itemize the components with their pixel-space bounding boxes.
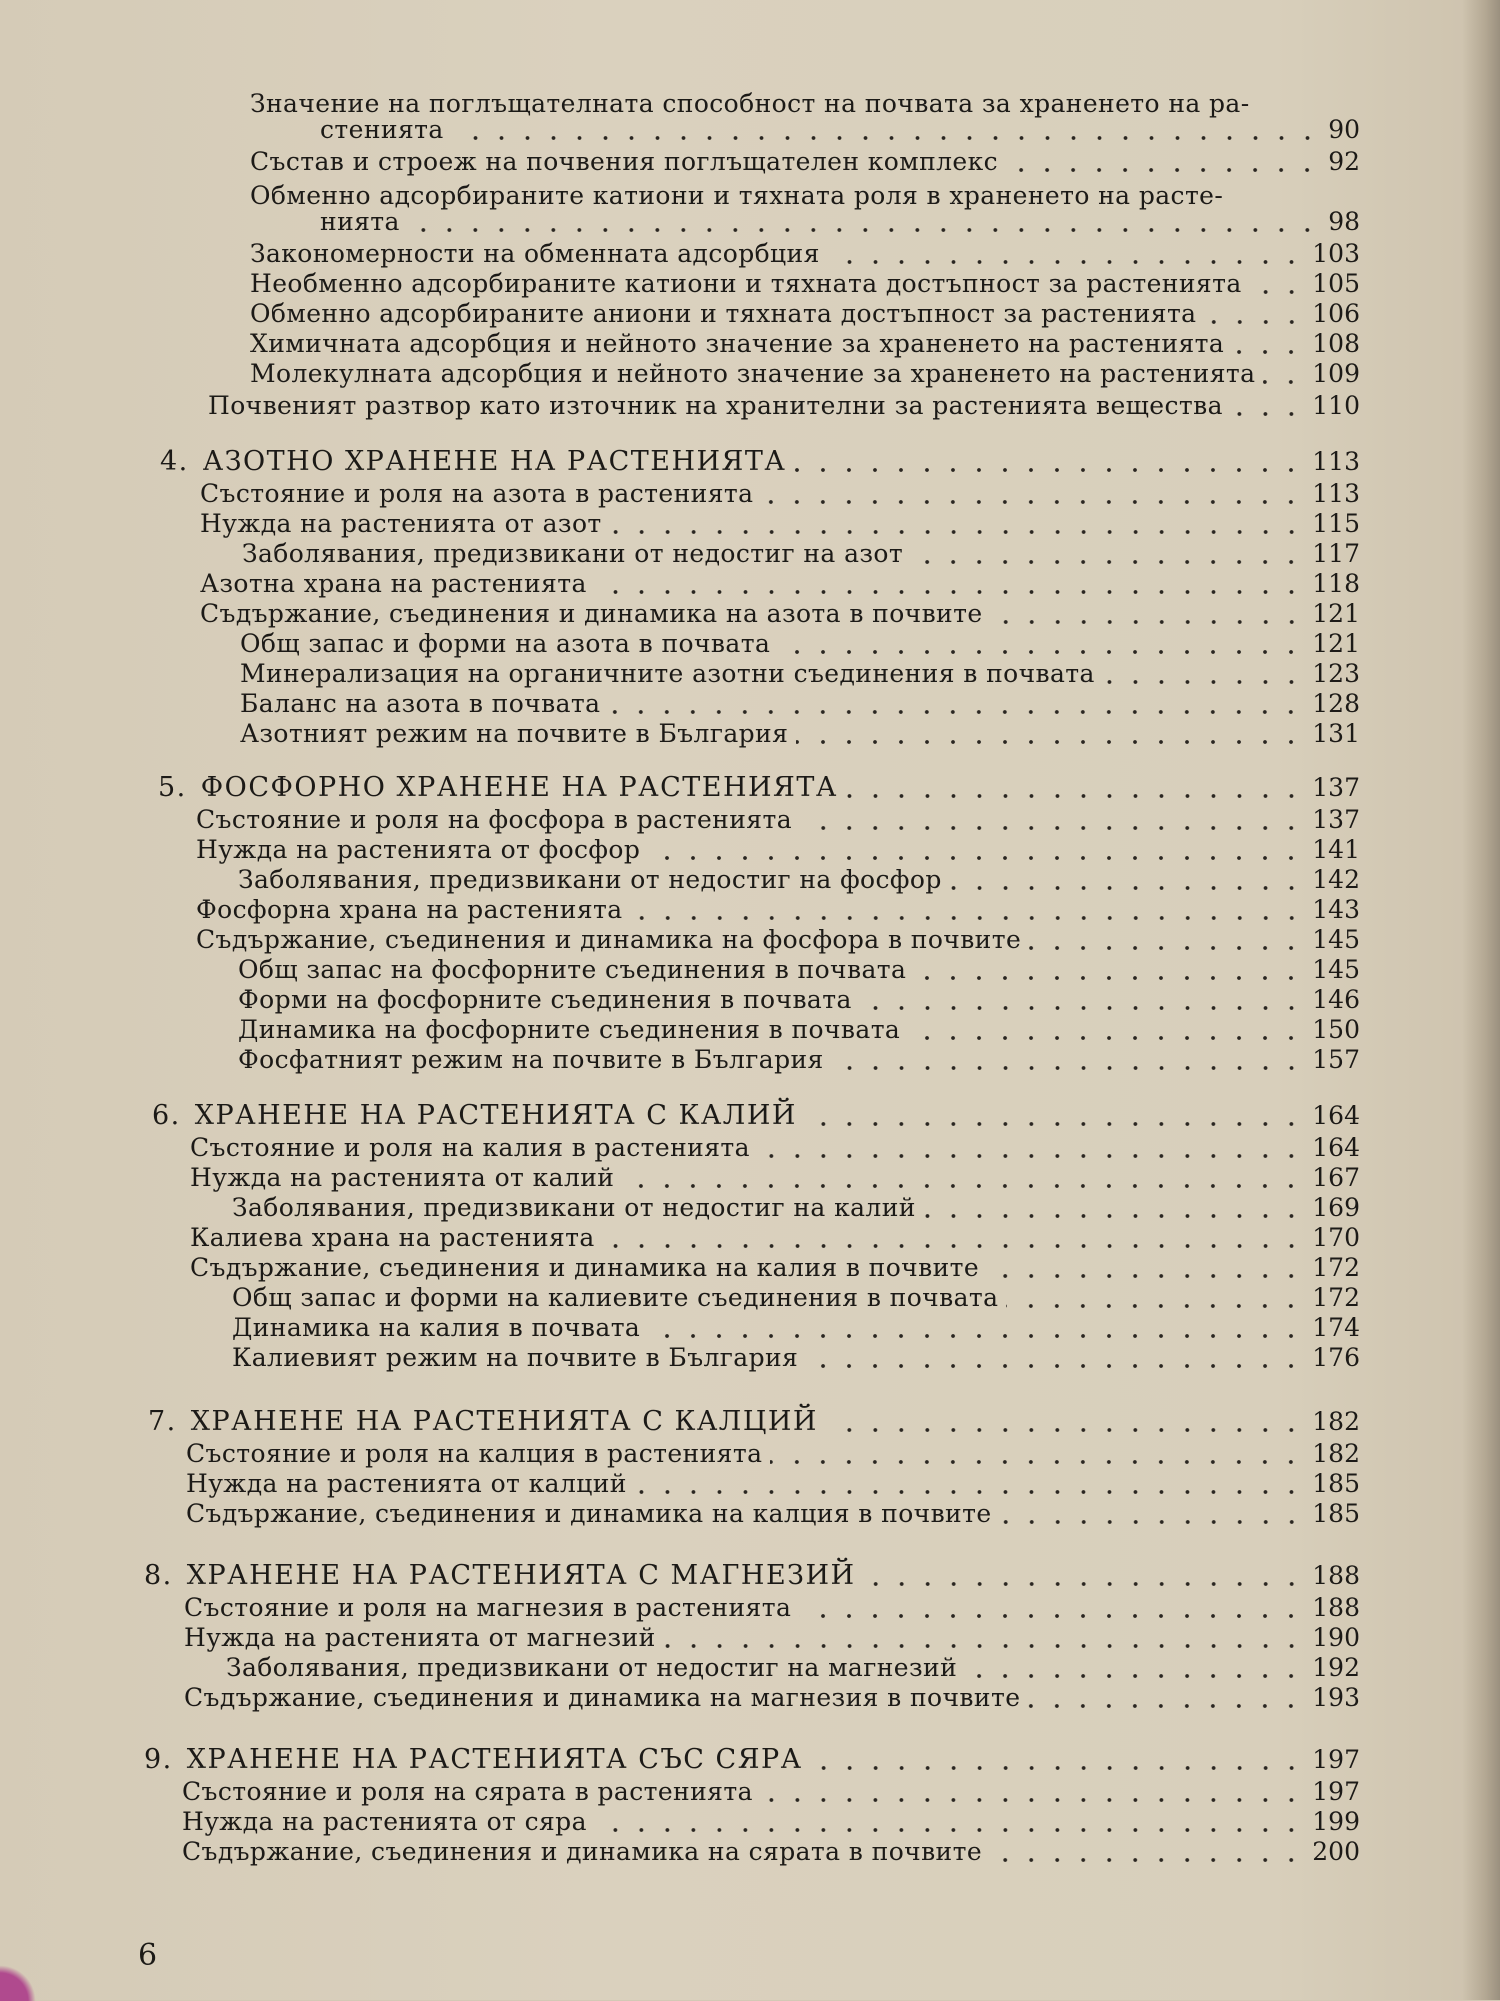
dot-leader bbox=[1000, 1520, 1305, 1524]
page-number: 103 bbox=[1312, 239, 1360, 268]
dot-leader bbox=[770, 1460, 1304, 1464]
entry-title: Обменно адсорбираните аниони и тяхната достъпност за растенията bbox=[250, 299, 1197, 328]
toc-entry bbox=[196, 834, 1360, 866]
dot-leader bbox=[761, 1798, 1304, 1802]
entry-title: Закономерности на обменната адсорбция bbox=[250, 239, 820, 268]
toc-entry bbox=[238, 954, 1360, 986]
dot-leader bbox=[452, 136, 1321, 140]
page-number: 182 bbox=[1312, 1439, 1360, 1468]
entry-title-cont: нията bbox=[320, 207, 400, 236]
page-number: 98 bbox=[1328, 207, 1360, 236]
page-number: 146 bbox=[1312, 985, 1360, 1014]
dot-leader bbox=[1231, 412, 1304, 416]
chapter-heading bbox=[158, 772, 1360, 804]
entry-title: Нужда на растенията от магнезий bbox=[184, 1623, 656, 1652]
entry-title: Калиева храна на растенията bbox=[190, 1223, 595, 1252]
toc-entry bbox=[250, 238, 1360, 270]
dot-leader bbox=[758, 1154, 1304, 1158]
dot-leader bbox=[622, 1184, 1304, 1188]
toc-entry bbox=[190, 1162, 1360, 1194]
page-number: 115 bbox=[1312, 509, 1360, 538]
entry-title: Заболявания, предизвикани от недостиг на фосфор bbox=[238, 865, 942, 894]
page-number: 172 bbox=[1312, 1253, 1360, 1282]
chapter-title: ХРАНЕНЕ НА РАСТЕНИЯТА С КАЛЦИЙ bbox=[190, 1406, 818, 1437]
chapter-number: 7. bbox=[148, 1406, 177, 1437]
page-number: 121 bbox=[1312, 629, 1360, 658]
entry-title: Обменно адсорбираните катиони и тяхната роля в храненето на расте- bbox=[250, 181, 1224, 210]
toc-entry bbox=[238, 864, 1360, 896]
page-number: 164 bbox=[1312, 1101, 1360, 1130]
page-number: 105 bbox=[1312, 269, 1360, 298]
page-number: 150 bbox=[1312, 1015, 1360, 1044]
page-number: 145 bbox=[1312, 925, 1360, 954]
page-number: 128 bbox=[1312, 689, 1360, 718]
dot-leader bbox=[610, 530, 1305, 534]
dot-leader bbox=[826, 1428, 1304, 1432]
dot-leader bbox=[1232, 350, 1304, 354]
entry-title: Нужда на растенията от калий bbox=[190, 1163, 615, 1192]
entry-title: Нужда на растенията от фосфор bbox=[196, 835, 641, 864]
page-number: 200 bbox=[1312, 1837, 1360, 1866]
dot-leader bbox=[1028, 1704, 1304, 1708]
toc-entry bbox=[250, 328, 1360, 360]
toc-entry bbox=[196, 894, 1360, 926]
dot-leader bbox=[1006, 1304, 1304, 1308]
chapter-title: ХРАНЕНЕ НА РАСТЕНИЯТА С КАЛИЙ bbox=[194, 1100, 797, 1131]
entry-title: Баланс на азота в почвата bbox=[240, 689, 601, 718]
toc-entry bbox=[196, 804, 1360, 836]
entry-title: Необменно адсорбираните катиони и тяхната достъпност за растенията bbox=[250, 269, 1242, 298]
toc-entry bbox=[208, 390, 1360, 422]
page-folio-number: 6 bbox=[138, 1938, 158, 1973]
toc-entry bbox=[232, 1282, 1360, 1314]
entry-title: Азотният режим на почвите в България bbox=[240, 719, 789, 748]
entry-title: Заболявания, предизвикани от недостиг на магнезий bbox=[226, 1653, 958, 1682]
dot-leader bbox=[648, 1334, 1304, 1338]
toc-entry bbox=[250, 298, 1360, 330]
toc-entry bbox=[200, 568, 1360, 600]
page-number: 143 bbox=[1312, 895, 1360, 924]
chapter-heading bbox=[144, 1560, 1360, 1592]
toc-entry bbox=[240, 718, 1360, 750]
entry-title: Калиевият режим на почвите в България bbox=[232, 1343, 799, 1372]
toc-entry bbox=[242, 538, 1360, 570]
entry-title: Съдържание, съединения и динамика на магнезия в почвите bbox=[184, 1683, 1021, 1712]
dot-leader bbox=[800, 826, 1304, 830]
entry-title: Общ запас и форми на калиевите съединения в почвата bbox=[232, 1283, 999, 1312]
dot-leader bbox=[608, 710, 1304, 714]
page-number: 121 bbox=[1312, 599, 1360, 628]
entry-title: Общ запас на фосфорните съединения в почвата bbox=[238, 955, 907, 984]
toc-entry bbox=[232, 1192, 1360, 1224]
dot-leader bbox=[805, 1122, 1304, 1126]
dot-leader bbox=[1205, 320, 1305, 324]
dot-leader bbox=[811, 1766, 1305, 1770]
entry-title: Химичната адсорбция и нейното значение за храненето на растенията bbox=[250, 329, 1225, 358]
entry-title: Молекулната адсорбция и нейното значение за храненето на растенията bbox=[250, 359, 1256, 388]
page-number: 190 bbox=[1312, 1623, 1360, 1652]
toc-entry bbox=[184, 1592, 1360, 1624]
chapter-number: 5. bbox=[158, 772, 187, 803]
page-number: 113 bbox=[1312, 447, 1360, 476]
page-number: 188 bbox=[1312, 1561, 1360, 1590]
toc-entry bbox=[238, 984, 1360, 1016]
toc-entry bbox=[186, 1438, 1360, 1470]
chapter-number: 8. bbox=[144, 1560, 173, 1591]
dot-leader bbox=[860, 1006, 1305, 1010]
dot-leader bbox=[911, 560, 1304, 564]
page-number: 197 bbox=[1312, 1745, 1360, 1774]
chapter-heading bbox=[148, 1406, 1360, 1438]
chapter-title: АЗОТНО ХРАНЕНЕ НА РАСТЕНИЯТА bbox=[202, 446, 787, 477]
entry-title: Заболявания, предизвикани от недостиг на азот bbox=[242, 539, 904, 568]
page-number: 193 bbox=[1312, 1683, 1360, 1712]
toc-entry bbox=[232, 1312, 1360, 1344]
dot-leader bbox=[832, 1066, 1305, 1070]
page-number: 108 bbox=[1312, 329, 1360, 358]
page-number: 199 bbox=[1312, 1807, 1360, 1836]
dot-leader bbox=[828, 260, 1305, 264]
page-number: 118 bbox=[1312, 569, 1360, 598]
toc-entry bbox=[190, 1222, 1360, 1254]
toc-entry bbox=[184, 1682, 1360, 1714]
dot-leader bbox=[761, 500, 1304, 504]
entry-title: Почвеният разтвор като източник на хранителни за растенията вещества bbox=[208, 391, 1223, 420]
page-number: 92 bbox=[1328, 147, 1360, 176]
toc-entry bbox=[184, 1622, 1360, 1654]
dot-leader bbox=[914, 976, 1304, 980]
dot-leader bbox=[648, 856, 1304, 860]
entry-title: Фосфорна храна на растенията bbox=[196, 895, 623, 924]
dot-leader bbox=[1263, 380, 1304, 384]
dot-leader bbox=[990, 1858, 1304, 1862]
entry-title: Съдържание, съединения и динамика на азота в почвите bbox=[200, 599, 983, 628]
chapter-number: 9. bbox=[144, 1744, 173, 1775]
entry-title: Състояние и роля на фосфора в растенията bbox=[196, 805, 793, 834]
entry-title: Азотна храна на растенията bbox=[200, 569, 587, 598]
entry-title: Динамика на калия в почвата bbox=[232, 1313, 641, 1342]
entry-title-cont: стенията bbox=[320, 115, 444, 144]
entry-title: Състояние и роля на калция в растенията bbox=[186, 1439, 763, 1468]
toc-entry bbox=[240, 658, 1360, 690]
toc-entry bbox=[250, 268, 1360, 300]
toc-entry bbox=[240, 688, 1360, 720]
toc-entry bbox=[200, 598, 1360, 630]
dot-leader bbox=[778, 650, 1304, 654]
entry-title: Състояние и роля на магнезия в растенията bbox=[184, 1593, 792, 1622]
page-number: 110 bbox=[1312, 391, 1360, 420]
page-number: 113 bbox=[1312, 479, 1360, 508]
entry-title: Форми на фосфорните съединения в почвата bbox=[238, 985, 852, 1014]
toc-entry bbox=[190, 1132, 1360, 1164]
entry-title: Състояние и роля на азота в растенията bbox=[200, 479, 754, 508]
page-number: 106 bbox=[1312, 299, 1360, 328]
dot-leader bbox=[1103, 680, 1304, 684]
toc-entry bbox=[238, 1044, 1360, 1076]
chapter-heading bbox=[160, 446, 1360, 478]
entry-title: Съдържание, съединения и динамика на фосфора в почвите bbox=[196, 925, 1022, 954]
dot-leader bbox=[950, 886, 1305, 890]
page-number: 167 bbox=[1312, 1163, 1360, 1192]
chapter-number: 6. bbox=[152, 1100, 181, 1131]
page-number: 169 bbox=[1312, 1193, 1360, 1222]
entry-title: Съдържание, съединения и динамика на сярата в почвите bbox=[182, 1837, 983, 1866]
page-number: 174 bbox=[1312, 1313, 1360, 1342]
toc-entry bbox=[240, 628, 1360, 660]
entry-title: Динамика на фосфорните съединения в почвата bbox=[238, 1015, 901, 1044]
dot-leader bbox=[603, 1244, 1305, 1248]
chapter-heading bbox=[144, 1744, 1360, 1776]
entry-title: Съдържание, съединения и динамика на калия в почвите bbox=[190, 1253, 980, 1282]
entry-title: Фосфатният режим на почвите в България bbox=[238, 1045, 824, 1074]
dot-leader bbox=[664, 1644, 1305, 1648]
page-number: 170 bbox=[1312, 1223, 1360, 1252]
dot-leader bbox=[631, 916, 1305, 920]
dot-leader bbox=[846, 794, 1304, 798]
dot-leader bbox=[595, 590, 1305, 594]
chapter-number: 4. bbox=[160, 446, 189, 477]
dot-leader bbox=[1006, 168, 1320, 172]
entry-title: Значение на поглъщателната способност на почвата за храненето на ра- bbox=[250, 89, 1250, 118]
entry-title: Състояние и роля на калия в растенията bbox=[190, 1133, 750, 1162]
page-number: 131 bbox=[1312, 719, 1360, 748]
chapter-title: ХРАНЕНЕ НА РАСТЕНИЯТА СЪС СЯРА bbox=[186, 1744, 803, 1775]
page-number: 137 bbox=[1312, 805, 1360, 834]
toc-entry bbox=[232, 1342, 1360, 1374]
page-number: 142 bbox=[1312, 865, 1360, 894]
page-number: 117 bbox=[1312, 539, 1360, 568]
dot-leader bbox=[864, 1582, 1305, 1586]
page-number: 188 bbox=[1312, 1593, 1360, 1622]
dot-leader bbox=[991, 620, 1305, 624]
entry-title: Минерализация на органичните азотни съединения в почвата bbox=[240, 659, 1095, 688]
page-number: 164 bbox=[1312, 1133, 1360, 1162]
chapter-title: ХРАНЕНЕ НА РАСТЕНИЯТА С МАГНЕЗИЙ bbox=[186, 1560, 856, 1591]
toc-entry bbox=[182, 1806, 1360, 1838]
page-number: 185 bbox=[1312, 1499, 1360, 1528]
dot-leader bbox=[806, 1364, 1304, 1368]
chapter-heading bbox=[152, 1100, 1360, 1132]
entry-title: Нужда на растенията от калций bbox=[186, 1469, 627, 1498]
dot-leader bbox=[794, 468, 1304, 472]
entry-title: Общ запас и форми на азота в почвата bbox=[240, 629, 771, 658]
page-number: 172 bbox=[1312, 1283, 1360, 1312]
page-number: 141 bbox=[1312, 835, 1360, 864]
entry-title: Съдържание, съединения и динамика на калция в почвите bbox=[186, 1499, 992, 1528]
toc-entry-continuation bbox=[250, 206, 1360, 238]
dot-leader bbox=[908, 1036, 1304, 1040]
toc-entry bbox=[182, 1836, 1360, 1868]
page-number: 145 bbox=[1312, 955, 1360, 984]
entry-title: Заболявания, предизвикани от недостиг на калий bbox=[232, 1193, 916, 1222]
chapter-title: ФОСФОРНО ХРАНЕНЕ НА РАСТЕНИЯТА bbox=[200, 772, 838, 803]
toc-entry-continuation bbox=[250, 114, 1360, 146]
dot-leader bbox=[1029, 946, 1304, 950]
page-number: 185 bbox=[1312, 1469, 1360, 1498]
dot-leader bbox=[799, 1614, 1304, 1618]
toc-entry bbox=[186, 1498, 1360, 1530]
entry-title: Състав и строеж на почвения поглъщателен комплекс bbox=[250, 147, 999, 176]
toc-entry bbox=[200, 478, 1360, 510]
toc-entry bbox=[250, 146, 1360, 178]
dot-leader bbox=[965, 1674, 1304, 1678]
page-number: 123 bbox=[1312, 659, 1360, 688]
dot-leader bbox=[635, 1490, 1304, 1494]
toc-entry bbox=[186, 1468, 1360, 1500]
toc-entry bbox=[190, 1252, 1360, 1284]
page-number: 109 bbox=[1312, 359, 1360, 388]
entry-title: Нужда на растенията от сяра bbox=[182, 1807, 587, 1836]
toc-entry bbox=[226, 1652, 1360, 1684]
entry-title: Състояние и роля на сярата в растенията bbox=[182, 1777, 753, 1806]
toc-entry bbox=[196, 924, 1360, 956]
toc-entry bbox=[238, 1014, 1360, 1046]
dot-leader bbox=[924, 1214, 1304, 1218]
page-number: 90 bbox=[1328, 115, 1360, 144]
page-number: 192 bbox=[1312, 1653, 1360, 1682]
toc-entry bbox=[182, 1776, 1360, 1808]
dot-leader bbox=[1250, 290, 1305, 294]
dot-leader bbox=[796, 740, 1304, 744]
page-number: 157 bbox=[1312, 1045, 1360, 1074]
entry-title: Нужда на растенията от азот bbox=[200, 509, 602, 538]
toc-entry bbox=[250, 358, 1360, 390]
dot-leader bbox=[987, 1274, 1304, 1278]
corner-mark bbox=[0, 1965, 36, 2001]
toc-entry bbox=[200, 508, 1360, 540]
page-number: 176 bbox=[1312, 1343, 1360, 1372]
page-number: 182 bbox=[1312, 1407, 1360, 1436]
dot-leader bbox=[595, 1828, 1304, 1832]
dot-leader bbox=[408, 228, 1320, 232]
page-number: 137 bbox=[1312, 773, 1360, 802]
page-number: 197 bbox=[1312, 1777, 1360, 1806]
